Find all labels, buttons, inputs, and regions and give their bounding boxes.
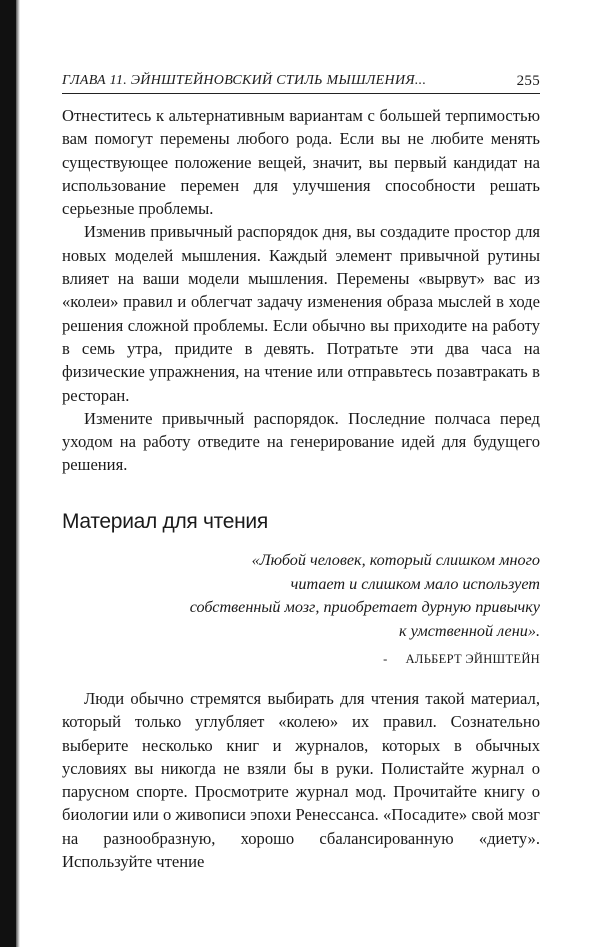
section-heading: Материал для чтения — [62, 510, 268, 533]
epigraph-line: «Любой человек, который слишком много — [251, 551, 540, 569]
header-rule — [62, 93, 540, 94]
epigraph-line: читает и слишком мало использует — [290, 574, 540, 593]
paragraph: Измените привычный распорядок. Последние полчаса перед уходом на работу отведите на генерирование идей для будущего решения. — [62, 408, 540, 475]
book-spine-gradient — [16, 0, 20, 947]
body-text-top — [62, 104, 540, 477]
paragraph: Изменив привычный распорядок дня, вы создадите простор для новых моделей мышления. Каждый элемент привычной рутины влияет на ваши модели мышления. Перемены «вырвут» вас из «колеи» правил и облегчат задачу изменения образа мыслей в ходе решения сложной проблемы. Если обычно вы приходите на работу в семь утра, придите в девять. Потратьте эти два часа на физические упражнения, на чтение или отправьтесь позавтракать в ресторан. — [62, 222, 540, 405]
chapter-title: ГЛАВА 11. ЭЙНШТЕЙНОВСКИЙ СТИЛЬ МЫШЛЕНИЯ... — [62, 73, 427, 88]
paragraph: Люди обычно стремятся выбирать для чтения такой материал, который только углубляет «колею» их правил. Сознательно выберите несколько книг и журналов, которых в обычных условиях вы никогда не взяли бы в руки. Полистайте журнал о парусном спорте. Просмотрите журнал мод. Прочитайте книгу о биологии или о живописи эпохи Ренессанса. «Посадите» свой мозг на разнообразную, хорошо сбалансированную «диету». Используйте чтение — [62, 689, 540, 872]
book-spine-shadow — [0, 0, 16, 947]
epigraph-quote — [140, 549, 540, 643]
body-text-bottom — [62, 687, 540, 873]
epigraph-line: к умственной лени». — [398, 621, 540, 640]
epigraph-attribution — [383, 652, 540, 667]
running-header — [62, 73, 540, 93]
attribution-author: АЛЬБЕРТ ЭЙНШТЕЙН — [405, 652, 540, 666]
paragraph: Отнеститесь к альтернативным вариантам с большей терпимостью вам помогут перемены любого рода. Если вы не любите менять существующее положение вещей, значит, вы первый кандидат на использование перемен для улучшения способности решать серьезные проблемы. — [62, 106, 540, 219]
epigraph-line: собственный мозг, приобретает дурную привычку — [189, 598, 540, 616]
attribution-dash: - — [383, 652, 388, 666]
page-number: 255 — [516, 73, 540, 89]
